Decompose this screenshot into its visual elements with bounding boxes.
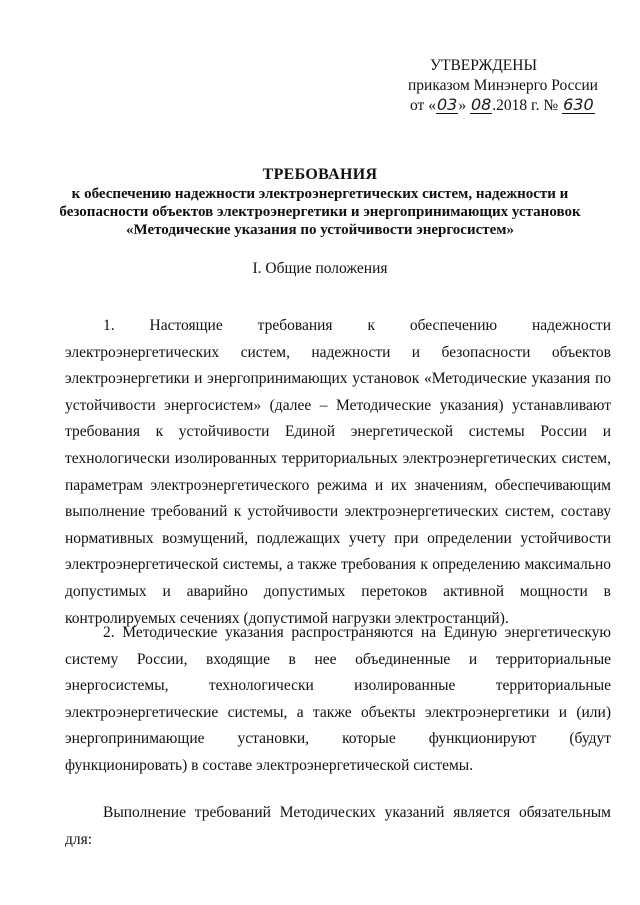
handwritten-day: 03 (436, 95, 458, 114)
document-subtitle-line-3: «Методические указания по устойчивости энергосистем» (125, 222, 514, 238)
date-mid: » (458, 97, 470, 114)
paragraph-2: 2. Методические указания распространяются на Единую энергетическую систему России, входящие в нее объединенные и территориальные энергосистемы, технологически изолированные территориальные электроэнергетические системы, а также объекты электроэнергетики и (или) энергопринимающие установки, которые функционируют (будут функционировать) в составе электроэнергетической системы. (65, 624, 611, 774)
paragraph-1: 1. Настоящие требования к обеспечению надежности электроэнергетических систем, надежности и безопасности объектов электроэнергетики и энергопринимающих установок «Методические указания по устойчивости энергосистем» (далее – Методические указания) устанавливают требования к устойчивости Единой энергетической системы России и технологически изолированных территориальных электроэнергетических систем, параметрам электроэнергетического режима и их значениям, обеспечивающим выполнение требований к устойчивости электроэнергетических систем, составу нормативных возмущений, подлежащих учету при определении устойчивости электроэнергетической системы, а также требования к определению максимально допустимых и аварийно допустимых перетоков активной мощности в контролируемых сечениях (допустимой нагрузки электростанций). (65, 317, 611, 627)
approval-order: приказом Минэнерго России (408, 77, 598, 94)
paragraph-3: Выполнение требований Методических указаний является обязательным для: (65, 804, 611, 848)
paragraph-1-block (65, 313, 611, 632)
document-subtitle-line-1: к обеспечению надежности электроэнергетических систем, надежности и (71, 186, 569, 202)
handwritten-number: 630 (563, 95, 594, 114)
date-year: .2018 г. № (492, 97, 559, 114)
paragraph-3-block (65, 800, 611, 853)
document-title-block (40, 166, 600, 239)
handwritten-month: 08 (470, 95, 492, 114)
section-heading: I. Общие положения (252, 260, 388, 277)
paragraph-2-block (65, 620, 611, 780)
approval-stamp-block (392, 56, 612, 116)
document-subtitle-line-2: безопасности объектов электроэнергетики и энергопринимающих установок (59, 204, 581, 220)
document-title: ТРЕБОВАНИЯ (262, 166, 378, 183)
approval-title: УТВЕРЖДЕНЫ (430, 57, 537, 74)
date-prefix: от « (410, 97, 436, 114)
approval-date-line (392, 96, 612, 116)
